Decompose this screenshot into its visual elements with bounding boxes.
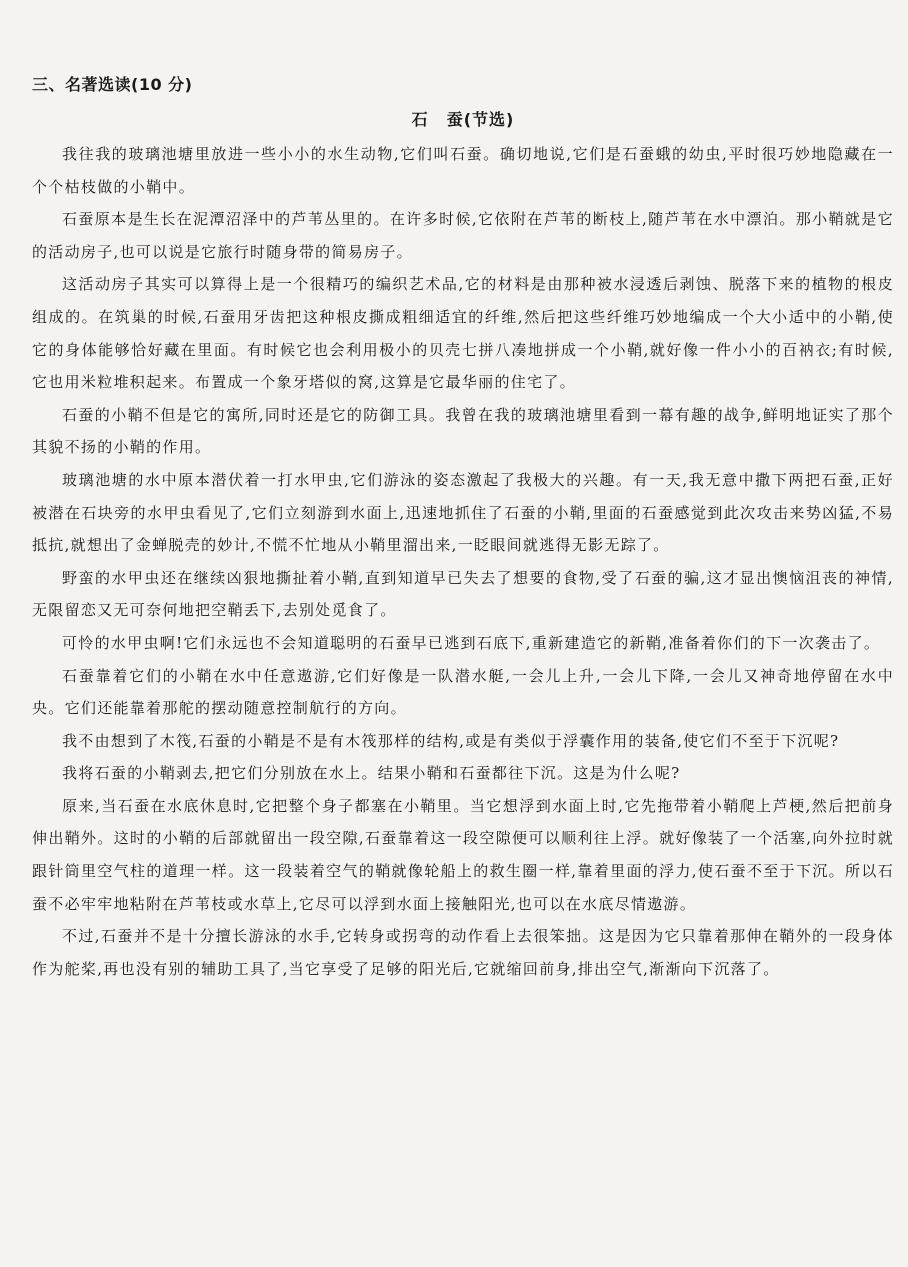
section-heading: 三、名著选读(10 分) <box>32 75 193 94</box>
exam-page <box>32 74 894 985</box>
article-title-rest: 蚕(节选) <box>446 110 515 129</box>
paragraph-4: 石蚕的小鞘不但是它的寓所,同时还是它的防御工具。我曾在我的玻璃池塘里看到一幕有趣的战争,鲜明地证实了那个其貌不扬的小鞘的作用。 <box>32 405 894 457</box>
paragraph-5: 玻璃池塘的水中原本潜伏着一打水甲虫,它们游泳的姿态激起了我极大的兴趣。有一天,我无意中撒下两把石蚕,正好被潜在石块旁的水甲虫看见了,它们立刻游到水面上,迅速地抓住了石蚕的小鞘,里面的石蚕感觉到此次攻击来势凶猛,不易抵抗,就想出了金蝉脱壳的妙计,不慌不忙地从小鞘里溜出来,一眨眼间就逃得无影无踪了。 <box>32 470 894 555</box>
paragraph-12: 不过,石蚕并不是十分擅长游泳的水手,它转身或拐弯的动作看上去很笨拙。这是因为它只靠着那伸在鞘外的一段身体作为舵桨,再也没有别的辅助工具了,当它享受了足够的阳光后,它就缩回前身,排出空气,渐渐向下沉落了。 <box>32 927 894 978</box>
article-title-main: 石 <box>411 110 429 129</box>
paragraph-1: 我往我的玻璃池塘里放进一些小小的水生动物,它们叫石蚕。确切地说,它们是石蚕蛾的幼虫,平时很巧妙地隐藏在一个个枯枝做的小鞘中。 <box>32 145 894 196</box>
paragraph-8: 石蚕靠着它们的小鞘在水中任意遨游,它们好像是一队潜水艇,一会儿上升,一会儿下降,一会儿又神奇地停留在水中央。它们还能靠着那舵的摆动随意控制航行的方向。 <box>32 666 894 718</box>
paragraph-11: 原来,当石蚕在水底休息时,它把整个身子都塞在小鞘里。当它想浮到水面上时,它先拖带着小鞘爬上芦梗,然后把前身伸出鞘外。这时的小鞘的后部就留出一段空隙,石蚕靠着这一段空隙便可以顺利往上浮。就好像装了一个活塞,向外拉时就跟针筒里空气柱的道理一样。这一段装着空气的鞘就像轮船上的救生圈一样,靠着里面的浮力,使石蚕不至于下沉。所以石蚕不必牢牢地粘附在芦苇枝或水草上,它尽可以浮到水面上接触阳光,也可以在水底尽情遨游。 <box>32 796 894 913</box>
paragraph-3: 这活动房子其实可以算得上是一个很精巧的编织艺术品,它的材料是由那种被水浸透后剥蚀、脱落下来的植物的根皮组成的。在筑巢的时候,石蚕用牙齿把这种根皮撕成粗细适宜的纤维,然后把这些纤维巧妙地编成一个大小适中的小鞘,使它的身体能够恰好藏在里面。有时候它也会利用极小的贝壳七拼八凑地拼成一个小鞘,就好像一件小小的百衲衣;有时候,它也用米粒堆积起来。布置成一个象牙塔似的窝,这算是它最华丽的住宅了。 <box>32 275 894 392</box>
paragraph-6: 野蛮的水甲虫还在继续凶狠地撕扯着小鞘,直到知道早已失去了想要的食物,受了石蚕的骗,这才显出懊恼沮丧的神情,无限留恋又无可奈何地把空鞘丢下,去别处觅食了。 <box>32 568 894 620</box>
paragraph-9: 我不由想到了木筏,石蚕的小鞘是不是有木筏那样的结构,或是有类似于浮囊作用的装备,使它们不至于下沉呢? <box>62 731 840 750</box>
article-title <box>32 108 894 132</box>
paragraph-2: 石蚕原本是生长在泥潭沼泽中的芦苇丛里的。在许多时候,它依附在芦苇的断枝上,随芦苇在水中漂泊。那小鞘就是它的活动房子,也可以说是它旅行时随身带的简易房子。 <box>32 210 894 261</box>
article-body <box>32 138 894 985</box>
paragraph-7: 可怜的水甲虫啊!它们永远也不会知道聪明的石蚕早已逃到石底下,重新建造它的新鞘,准备着你们的下一次袭击了。 <box>62 633 881 652</box>
paragraph-10: 我将石蚕的小鞘剥去,把它们分别放在水上。结果小鞘和石蚕都往下沉。这是为什么呢? <box>62 764 681 783</box>
